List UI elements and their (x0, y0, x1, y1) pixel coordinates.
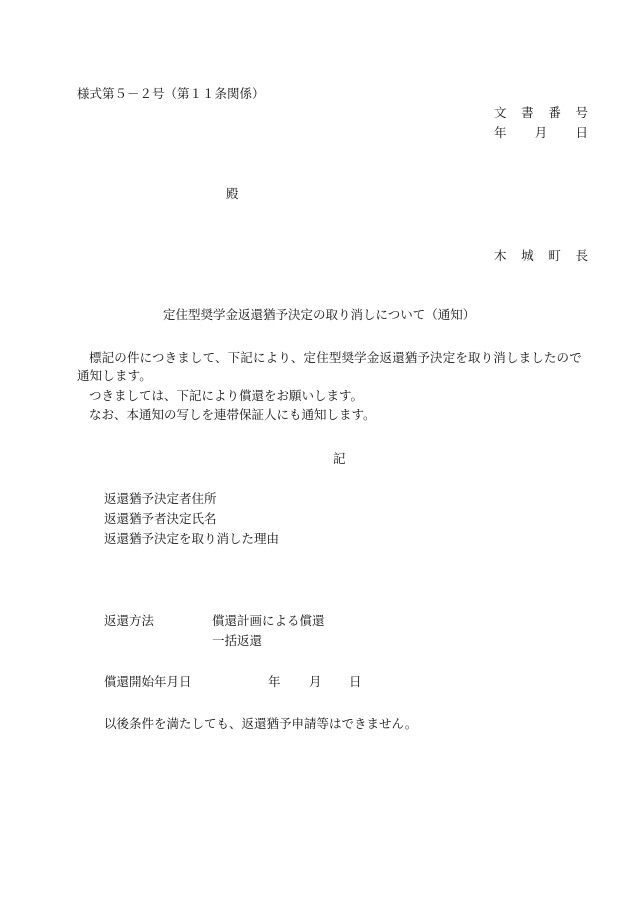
repayment-start-month: 月 (309, 674, 322, 689)
issue-date (494, 125, 588, 141)
repayment-method-option-plan: 償還計画による償還 (212, 613, 325, 628)
doc-number-char: 文 (494, 105, 507, 120)
ki-heading: 記 (333, 451, 346, 466)
addressee-honorific: 殿 (226, 186, 239, 201)
document-number (494, 105, 588, 121)
address-label: 返還猶予決定者住所 (104, 491, 217, 506)
document-title: 定住型奨学金返還猶予決定の取り消しについて（通知） (163, 307, 476, 322)
body-paragraph-3: なお、本通知の写しを連帯保証人にも通知します。 (89, 407, 376, 422)
repayment-method-option-lump-sum: 一括返還 (212, 633, 263, 648)
reason-label: 返還猶予決定を取り消した理由 (104, 531, 280, 546)
date-month: 月 (534, 125, 548, 140)
name-label: 返還猶予者決定氏名 (104, 511, 217, 526)
doc-number-char: 号 (575, 105, 588, 120)
doc-number-char: 番 (548, 105, 561, 120)
repayment-start-day: 日 (349, 674, 362, 689)
issuer-char: 町 (548, 248, 561, 263)
issuer-char: 木 (494, 248, 507, 263)
issuer-char: 城 (521, 248, 534, 263)
form-number: 様式第５－２号（第１１条関係） (77, 86, 265, 101)
closing-note: 以後条件を満たしても、返還猶予申請等はできません。 (104, 716, 418, 731)
date-year: 年 (494, 125, 507, 140)
repayment-start-year: 年 (268, 674, 281, 689)
repayment-method-label: 返還方法 (104, 613, 155, 628)
body-paragraph-2: つきましては、下記により償還をお願いします。 (89, 388, 364, 403)
repayment-start-label: 償還開始年月日 (104, 674, 192, 689)
doc-number-char: 書 (521, 105, 534, 120)
issuer (494, 248, 588, 264)
body-paragraph-1: 標記の件につきまして、下記により、定住型奨学金返還猶予決定を取り消しましたので通知します。 (77, 350, 582, 383)
issuer-char: 長 (575, 248, 588, 263)
date-day: 日 (575, 125, 588, 140)
